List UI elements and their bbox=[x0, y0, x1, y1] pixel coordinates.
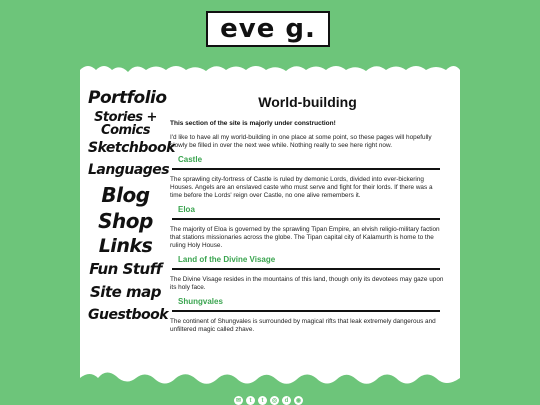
construction-notice: This section of the site is majorly under construction! bbox=[170, 120, 336, 127]
instagram-icon[interactable]: ◎ bbox=[271, 398, 278, 404]
main-content bbox=[170, 94, 445, 339]
section-heading-shungvales[interactable]: Shungvales bbox=[178, 297, 223, 306]
section-text-castle: The sprawling city-fortress of Castle is ruled by demonic Lords, divided into ever-bickering Houses. Angels are an enslaved caste who must serve and fight for their lords. If there was a time before the Lords' reign over Castle, no one alive remembers it. bbox=[170, 176, 433, 199]
deviantart-icon[interactable]: d bbox=[282, 396, 291, 405]
nav-sketchbook[interactable]: Sketchbook bbox=[88, 140, 175, 156]
section-divider bbox=[172, 310, 440, 312]
section-heading-divine-visage[interactable]: Land of the Divine Visage bbox=[178, 255, 276, 264]
nav-languages[interactable]: Languages bbox=[88, 162, 170, 178]
twitter-icon[interactable]: t bbox=[246, 396, 255, 405]
section-heading-eloa[interactable]: Eloa bbox=[178, 205, 195, 214]
section-text-shungvales: The continent of Shungvales is surrounded by magical rifts that leak extremely dangerous and unfiltered magic called zhave. bbox=[170, 318, 436, 333]
sidebar-nav bbox=[88, 88, 175, 323]
section-text-eloa: The majority of Eloa is governed by the sprawling Tipan Empire, an elvish religio-military faction that stations missionaries across the globe. The Tipan capital city of Kalamurth is home to the ruling Holy House. bbox=[170, 226, 440, 249]
section-divider bbox=[172, 218, 440, 220]
section-divider bbox=[172, 168, 440, 170]
tumblr-icon[interactable]: t bbox=[258, 396, 267, 405]
social-links bbox=[234, 396, 303, 405]
nav-guestbook[interactable]: Guestbook bbox=[88, 307, 169, 323]
nav-portfolio[interactable]: Portfolio bbox=[88, 88, 167, 108]
nav-shop[interactable]: Shop bbox=[98, 209, 153, 233]
site-logo[interactable] bbox=[206, 11, 330, 47]
nav-fun-stuff[interactable]: Fun Stuff bbox=[89, 260, 162, 278]
section-heading-castle[interactable]: Castle bbox=[178, 155, 203, 164]
nav-stories-comics[interactable]: Stories + Comics bbox=[94, 110, 157, 138]
page-title: World-building bbox=[258, 94, 357, 110]
nav-site-map[interactable]: Site map bbox=[90, 283, 161, 301]
section-divider bbox=[172, 268, 440, 270]
rss-icon[interactable]: ◉ bbox=[295, 398, 302, 404]
intro-text: I'd like to have all my world-building in one place at some point, so these pages will hopefully slowly be filled in over the next wee while. Nothing really to see here right now. bbox=[170, 134, 432, 149]
logo-text: eve g. bbox=[220, 14, 316, 44]
nav-links[interactable]: Links bbox=[98, 235, 153, 257]
section-text-divine-visage: The Divine Visage resides in the mountains of this land, though only its devotees may gaze upon its holy face. bbox=[170, 276, 444, 291]
nav-blog[interactable]: Blog bbox=[101, 183, 150, 207]
mail-icon[interactable]: ✉ bbox=[235, 398, 242, 404]
